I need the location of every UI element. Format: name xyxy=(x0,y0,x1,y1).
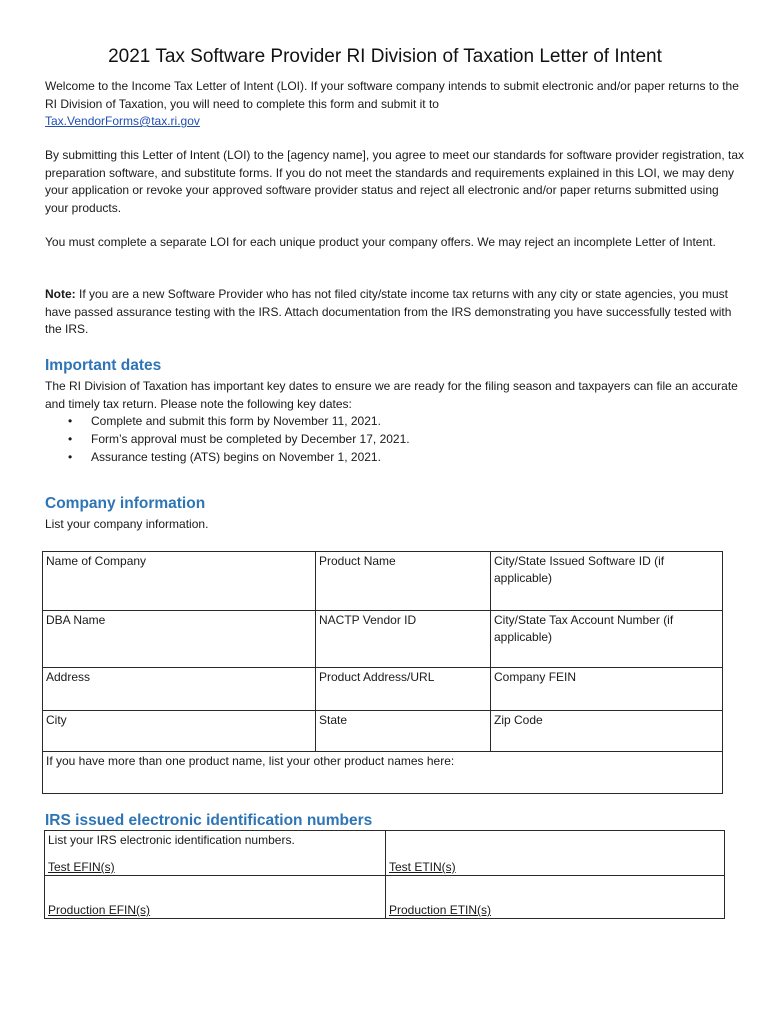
test-efin-label: Test EFIN(s) xyxy=(48,860,115,874)
irs-subtext: List your IRS electronic identification numbers. xyxy=(48,833,295,847)
key-date-item: • Assurance testing (ATS) begins on November 1, 2021. xyxy=(60,448,410,466)
dba-name-field[interactable]: DBA Name xyxy=(43,611,316,668)
company-information-heading: Company information xyxy=(45,495,206,512)
key-dates-list xyxy=(60,412,410,466)
product-name-field[interactable]: Product Name xyxy=(316,552,491,611)
intro-paragraph xyxy=(45,78,745,131)
page-title: 2021 Tax Software Provider RI Division of Taxation Letter of Intent xyxy=(108,46,662,67)
test-etin-field[interactable] xyxy=(386,831,725,876)
company-information-subtext: List your company information. xyxy=(45,517,209,531)
other-product-names-field[interactable]: If you have more than one product name, list your other product names here: xyxy=(43,752,723,794)
tax-account-number-field[interactable]: City/State Tax Account Number (if applicable) xyxy=(491,611,723,668)
key-date-item: • Form’s approval must be completed by December 17, 2021. xyxy=(60,430,410,448)
production-etin-label: Production ETIN(s) xyxy=(389,903,492,917)
company-information-table xyxy=(42,551,723,794)
production-efin-field[interactable] xyxy=(45,876,386,919)
irs-identification-table xyxy=(44,830,725,919)
production-etin-field[interactable] xyxy=(386,876,725,919)
separate-loi-paragraph: You must complete a separate LOI for each unique product your company offers. We may reject an incomplete Letter of Intent. xyxy=(45,235,716,249)
note-text: If you are a new Software Provider who has not filed city/state income tax returns with any city or state agencies, you must have passed assurance testing with the IRS. Attach documentation from the IRS demonstrating you have successfully tested with the IRS. xyxy=(45,287,732,336)
name-of-company-field[interactable]: Name of Company xyxy=(43,552,316,611)
address-field[interactable]: Address xyxy=(43,668,316,711)
test-efin-field[interactable] xyxy=(45,831,386,876)
product-address-url-field[interactable]: Product Address/URL xyxy=(316,668,491,711)
software-id-field[interactable]: City/State Issued Software ID (if applicable) xyxy=(491,552,723,611)
test-etin-label: Test ETIN(s) xyxy=(389,860,456,874)
important-dates-heading: Important dates xyxy=(45,357,162,374)
agreement-paragraph: By submitting this Letter of Intent (LOI) to the [agency name], you agree to meet our standards for software provider registration, tax preparation software, and substitute forms. If you do not meet the standards and requirements explained in this LOI, we may deny your application or revoke your approved software provider status and reject all electronic and/or paper returns submitted using your products. xyxy=(45,148,745,215)
note-paragraph xyxy=(45,286,745,339)
zip-code-field[interactable]: Zip Code xyxy=(491,711,723,752)
intro-text: Welcome to the Income Tax Letter of Intent (LOI). If your software company intends to submit electronic and/or paper returns to the RI Division of Taxation, you will need to complete this form and submit it to xyxy=(45,79,739,111)
company-fein-field[interactable]: Company FEIN xyxy=(491,668,723,711)
note-label: Note: xyxy=(45,287,76,301)
irs-identification-heading: IRS issued electronic identification numbers xyxy=(45,812,373,829)
production-efin-label: Production EFIN(s) xyxy=(48,903,151,917)
city-field[interactable]: City xyxy=(43,711,316,752)
state-field[interactable]: State xyxy=(316,711,491,752)
vendor-forms-email-link[interactable]: Tax.VendorForms@tax.ri.gov xyxy=(45,114,200,128)
nactp-vendor-id-field[interactable]: NACTP Vendor ID xyxy=(316,611,491,668)
important-dates-text: The RI Division of Taxation has important key dates to ensure we are ready for the filing season and taxpayers can file an accurate and timely tax return. Please note the following key dates: xyxy=(45,379,738,411)
key-date-item: • Complete and submit this form by November 11, 2021. xyxy=(60,412,410,430)
